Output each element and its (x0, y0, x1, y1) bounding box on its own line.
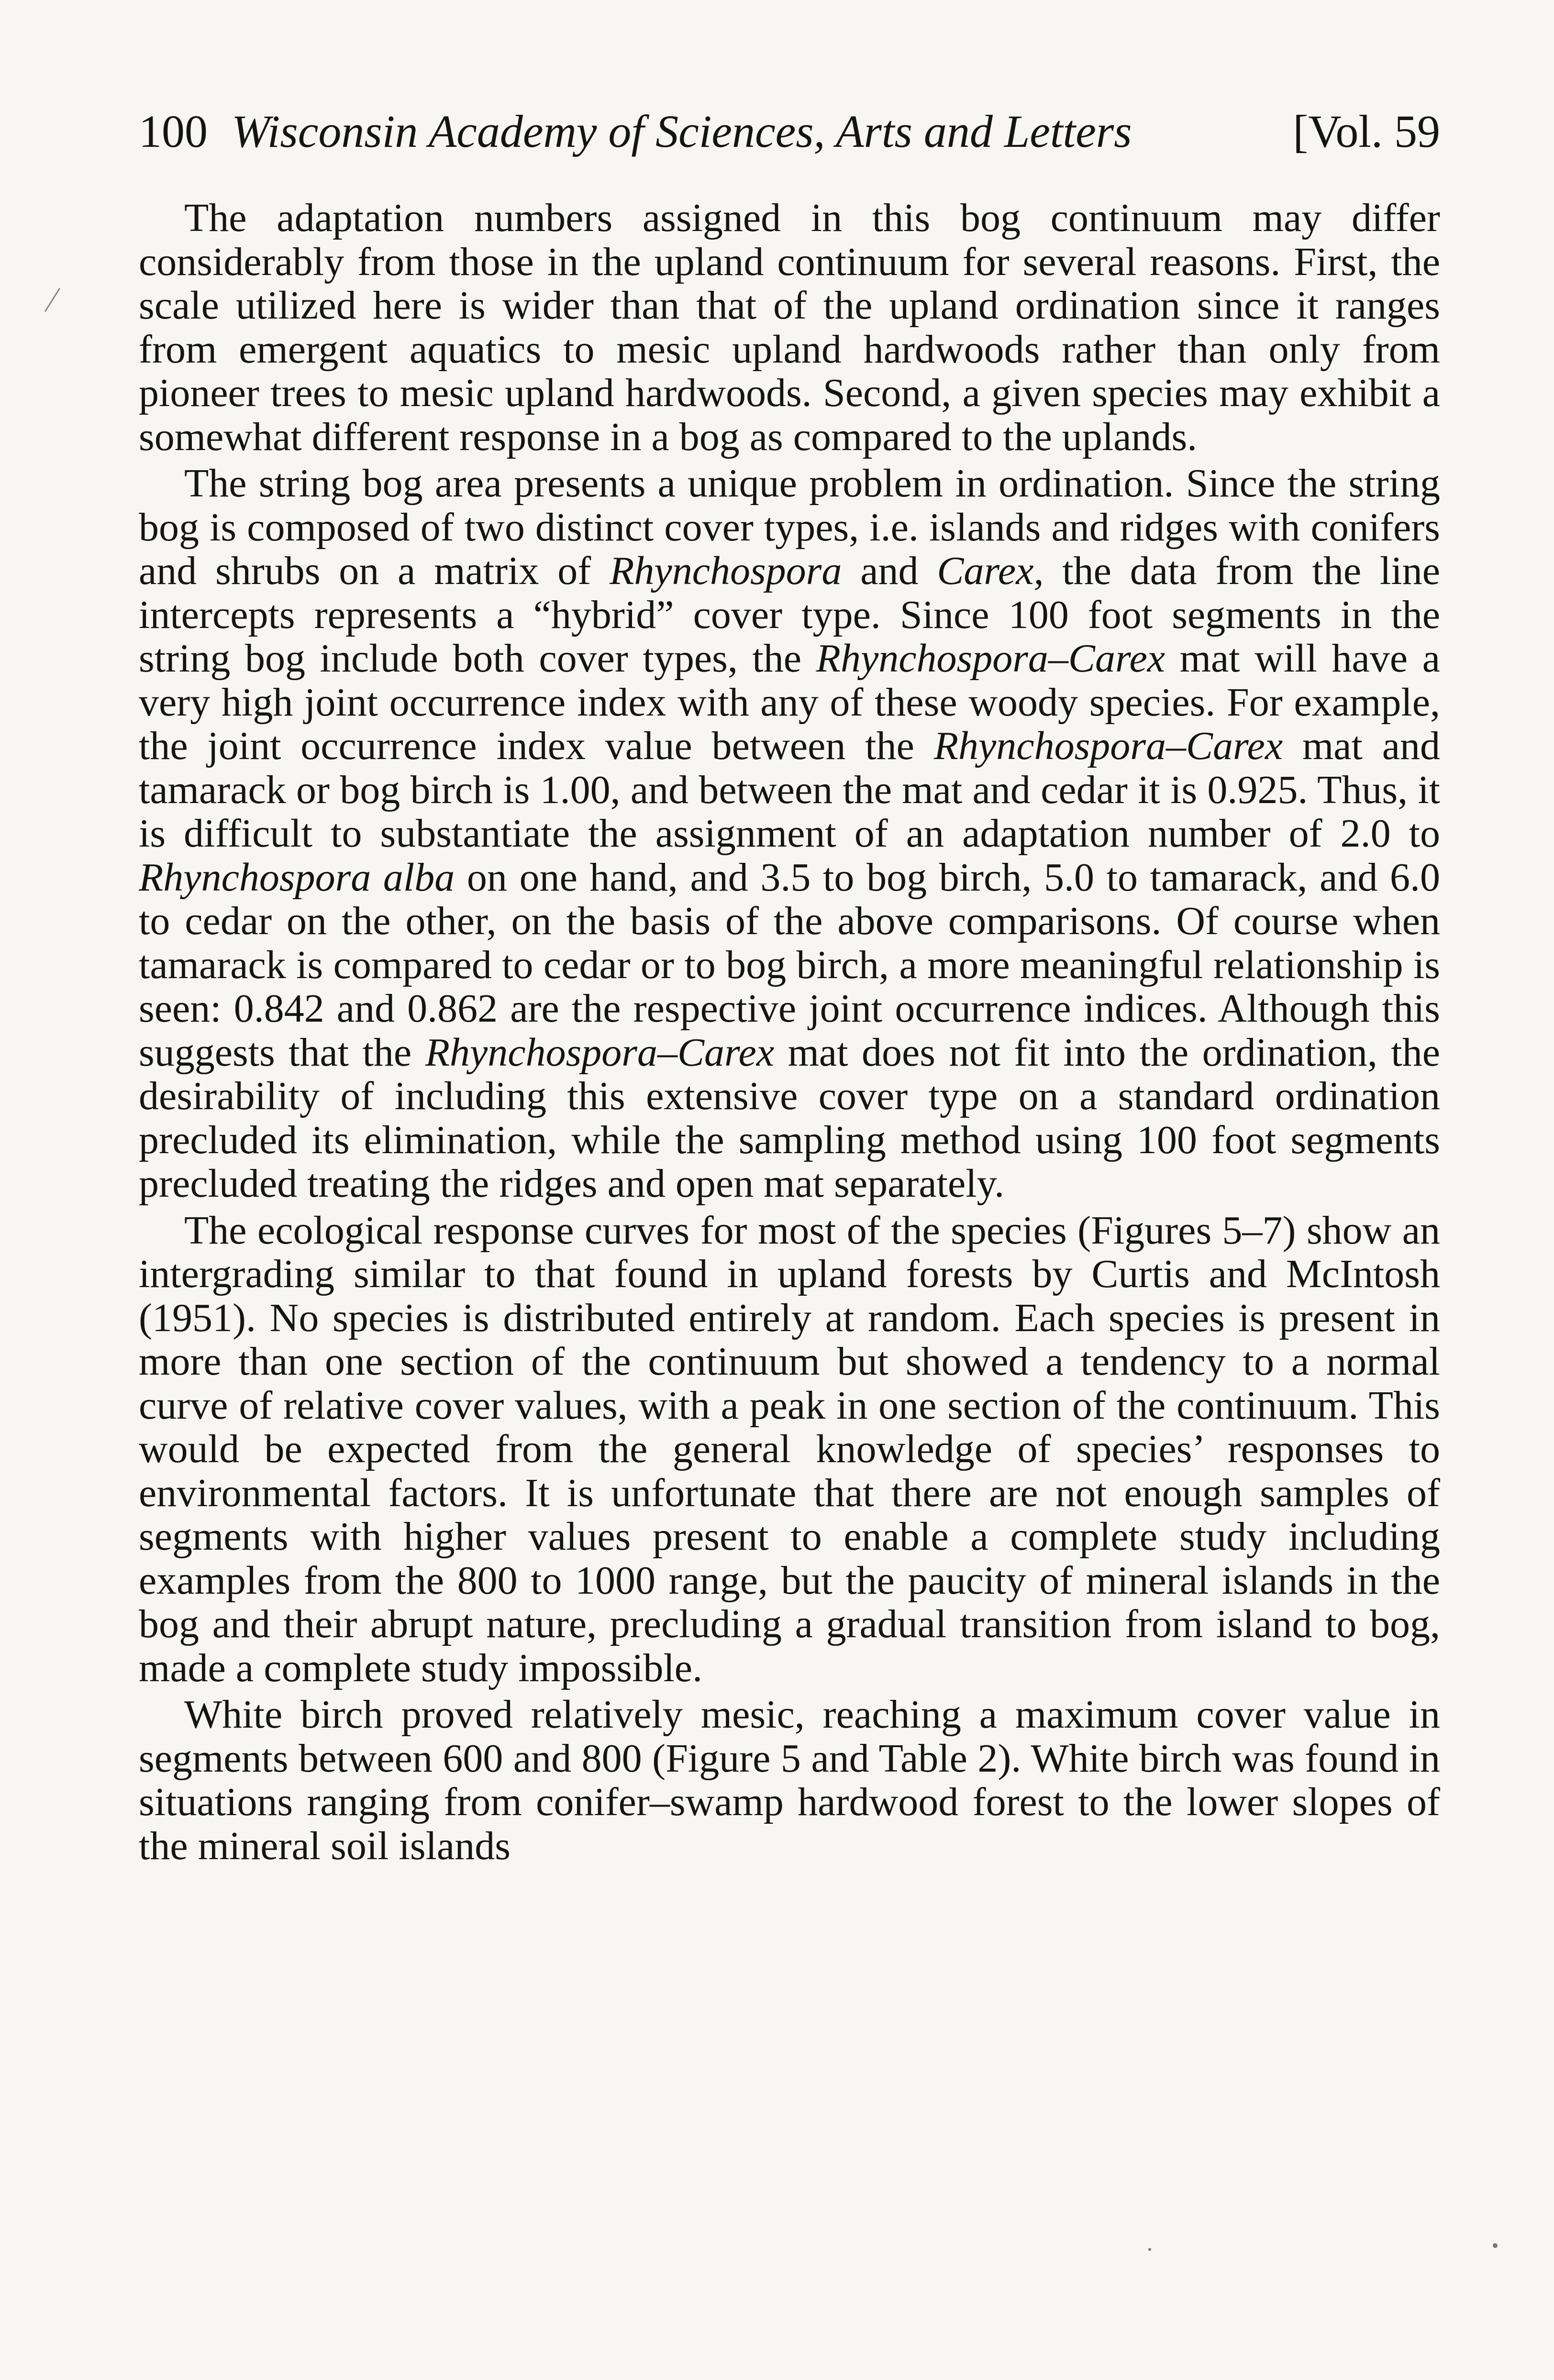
italic-term: Rhynchospora alba (139, 855, 455, 900)
body-text (139, 196, 1440, 1868)
text-run: on one hand, and 3.5 to bog birch, 5.0 to tamarack, and 6.0 to cedar on the other, on the basis of the above comparisons. Of course when tamarack is compared to cedar or to bog birch, a more meaningful relationship is seen: 0.842 and 0.862 are the respective joint occurrence indices. Although this suggests that the (139, 855, 1441, 1075)
page-speck (1148, 2248, 1151, 2251)
text-run: mat will have a very high joint occurrence index with any of these woody species. For example, the joint occurrence index value between the (139, 636, 1440, 768)
text-run: The ecological response curves for most of the species (Figures 5–7) show an intergrading similar to that found in upland forests by Curtis and McIntosh (1951). No species is distributed entirely at random. Each species is present in more than one section of the continuum but showed a tendency to a normal curve of relative cover values, with a peak in one section of the continuum. This would be expected from the general knowledge of species’ responses to environmental factors. It is unfortunate that there are not enough samples of segments with higher values present to enable a complete study including examples from the 800 to 1000 range, but the paucity of mineral islands in the bog and their abrupt nature, precluding a gradual transition from island to bog, made a complete study impossible. (139, 1208, 1440, 1690)
italic-term: Rhynchospora–Carex (933, 724, 1283, 768)
journal-page (139, 103, 1440, 1868)
paragraph-string-bog (139, 462, 1440, 1206)
paragraph-white-birch (139, 1693, 1440, 1868)
text-run: The adaptation numbers assigned in this bog continuum may differ considerably from those in the upland continuum for several reasons. First, the scale utilized here is wider than that of the upland ordination since it ranges from emergent aquatics to mesic upland hardwoods rather than only from pioneer trees to mesic upland hardwoods. Second, a given species may exhibit a somewhat different response in a bog as compared to the uplands. (139, 196, 1440, 459)
paragraph-adaptation-numbers (139, 196, 1440, 459)
italic-term: Carex, (937, 549, 1044, 593)
text-run: White birch proved relatively mesic, reaching a maximum cover value in segments between 600 and 800 (Figure 5 and Table 2). White birch was found in situations ranging from conifer–swamp hardwood forest to the lower slopes of the mineral soil islands (139, 1692, 1440, 1868)
text-run: the data from the line intercepts represents a “hybrid” cover type. Since 100 foot segments in the string bog include both cover types, the (139, 549, 1440, 681)
text-run: mat does not fit into the ordination, the desirability of including this extensive cover type on a standard ordination precluded its elimination, while the sampling method using 100 foot segments precluded treating the ridges and open mat separately. (139, 1030, 1440, 1206)
text-run: The string bog area presents a unique problem in ordination. Since the string bog is composed of two distinct cover types, i.e. islands and ridges with conifers and shrubs on a matrix of (139, 461, 1440, 593)
text-run: mat and tamarack or bog birch is 1.00, and between the mat and cedar it is 0.925. Thus, it is difficult to substantiate the assignment of an adaptation number of 2.0 to (139, 724, 1440, 856)
paragraph-response-curves (139, 1209, 1440, 1690)
page-speck (1493, 2243, 1498, 2248)
journal-title: Wisconsin Academy of Sciences, Arts and Letters (232, 106, 1132, 157)
running-head (139, 103, 1440, 160)
text-run: and (842, 549, 937, 593)
volume-label: [Vol. 59 (1293, 106, 1440, 157)
margin-pencil-mark (44, 288, 60, 312)
italic-term: Rhynchospora–Carex (425, 1030, 775, 1075)
page-number: 100 (139, 106, 208, 157)
italic-term: Rhynchospora–Carex (816, 636, 1166, 681)
italic-term: Rhynchospora (610, 549, 842, 593)
